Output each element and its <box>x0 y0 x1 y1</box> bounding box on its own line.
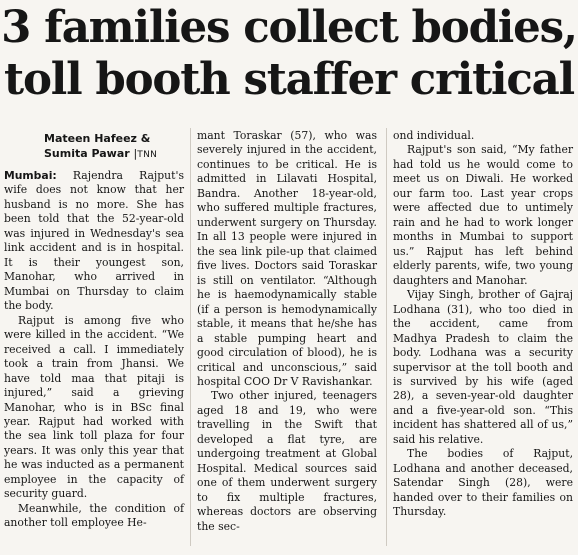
paragraph: mant Toraskar (57), who was severely injured in the accident, continues to be critical. He is admitted in Lilavati Hospital, Bandra. Another 18-year-old, who suffered multiple fractures, underwent surgery on Thursday. In all 13 people were injured in the sea link pile-up that claimed five lives. Doctors said Toraskar is still on ventilator. “Although he is haemodynamically stable (if a person is hemodynamically stable, it means that he/she has a stable pumping heart and good circulation of blood), he is critical and unconscious,” said hospital COO Dr V Ravishankar. <box>197 129 377 388</box>
paragraph: ond individual. <box>393 129 475 142</box>
paragraph: The bodies of Rajput, Lodhana and another deceased, Satendar Singh (28), were handed over to their families on Thursday. <box>393 447 573 519</box>
paragraph: Vijay Singh, brother of Gajraj Lodhana (31), who too died in the accident, came from Madhya Pradesh to claim the body. Lodhana was a security supervisor at the toll booth and is survived by his wife (aged 28), a seven-year-old daughter and a five-year-old son. “This incident has shattered all of us,” said his relative. <box>393 288 573 446</box>
headline-line-1: 3 families collect bodies, <box>1 2 577 53</box>
headline-line-2: toll booth staffer critical <box>4 54 574 105</box>
paragraph: Meanwhile, the condition of another toll employee He- <box>4 501 184 530</box>
byline <box>4 131 184 163</box>
article-column-1 <box>4 129 184 531</box>
article-column-2 <box>197 129 377 534</box>
dateline: Mumbai: <box>4 169 57 182</box>
paragraph-text: Rajendra Rajput's wife does not know that her husband is no more. She has been told that the 52-year-old was injured in Wednesday's sea link accident and is in hospital. It is their youngest son, Manohar, who arrived in Mumbai on Thursday to claim the body. <box>4 169 184 313</box>
paragraph: Rajput is among five who were killed in the accident. “We received a call. I immediately took a train from Jhansi. We have told maa that pitaji is injured,” said a grieving Manohar, who is in BSc final year. Rajput had worked with the sea link toll plaza for four years. It was only this year that he was inducted as a permanent employee in the capacity of security guard. <box>4 313 184 501</box>
byline-author-2: Sumita Pawar <box>44 147 130 160</box>
column-divider <box>386 128 387 546</box>
byline-separator: | <box>133 147 138 160</box>
byline-author-1: Mateen Hafeez & <box>44 132 151 145</box>
article-column-3 <box>393 129 573 520</box>
column-divider <box>190 128 191 546</box>
paragraph: Rajput's son said, “My father had told us he would come to meet us on Diwali. He worked our farm too. Last year crops were affected due to untimely rain and he had to work longer months in Mumbai to support us.” Rajput has left behind elderly parents, wife, two young daughters and Manohar. <box>393 143 573 287</box>
paragraph <box>4 169 184 314</box>
headline <box>0 0 578 106</box>
byline-agency: TNN <box>137 150 158 160</box>
paragraph: Two other injured, teenagers aged 18 and 19, who were travelling in the Swift that developed a flat tyre, are undergoing treatment at Global Hospital. Medical sources said one of them underwent surgery to fix multiple fractures, whereas doctors are observing the sec- <box>197 389 377 533</box>
